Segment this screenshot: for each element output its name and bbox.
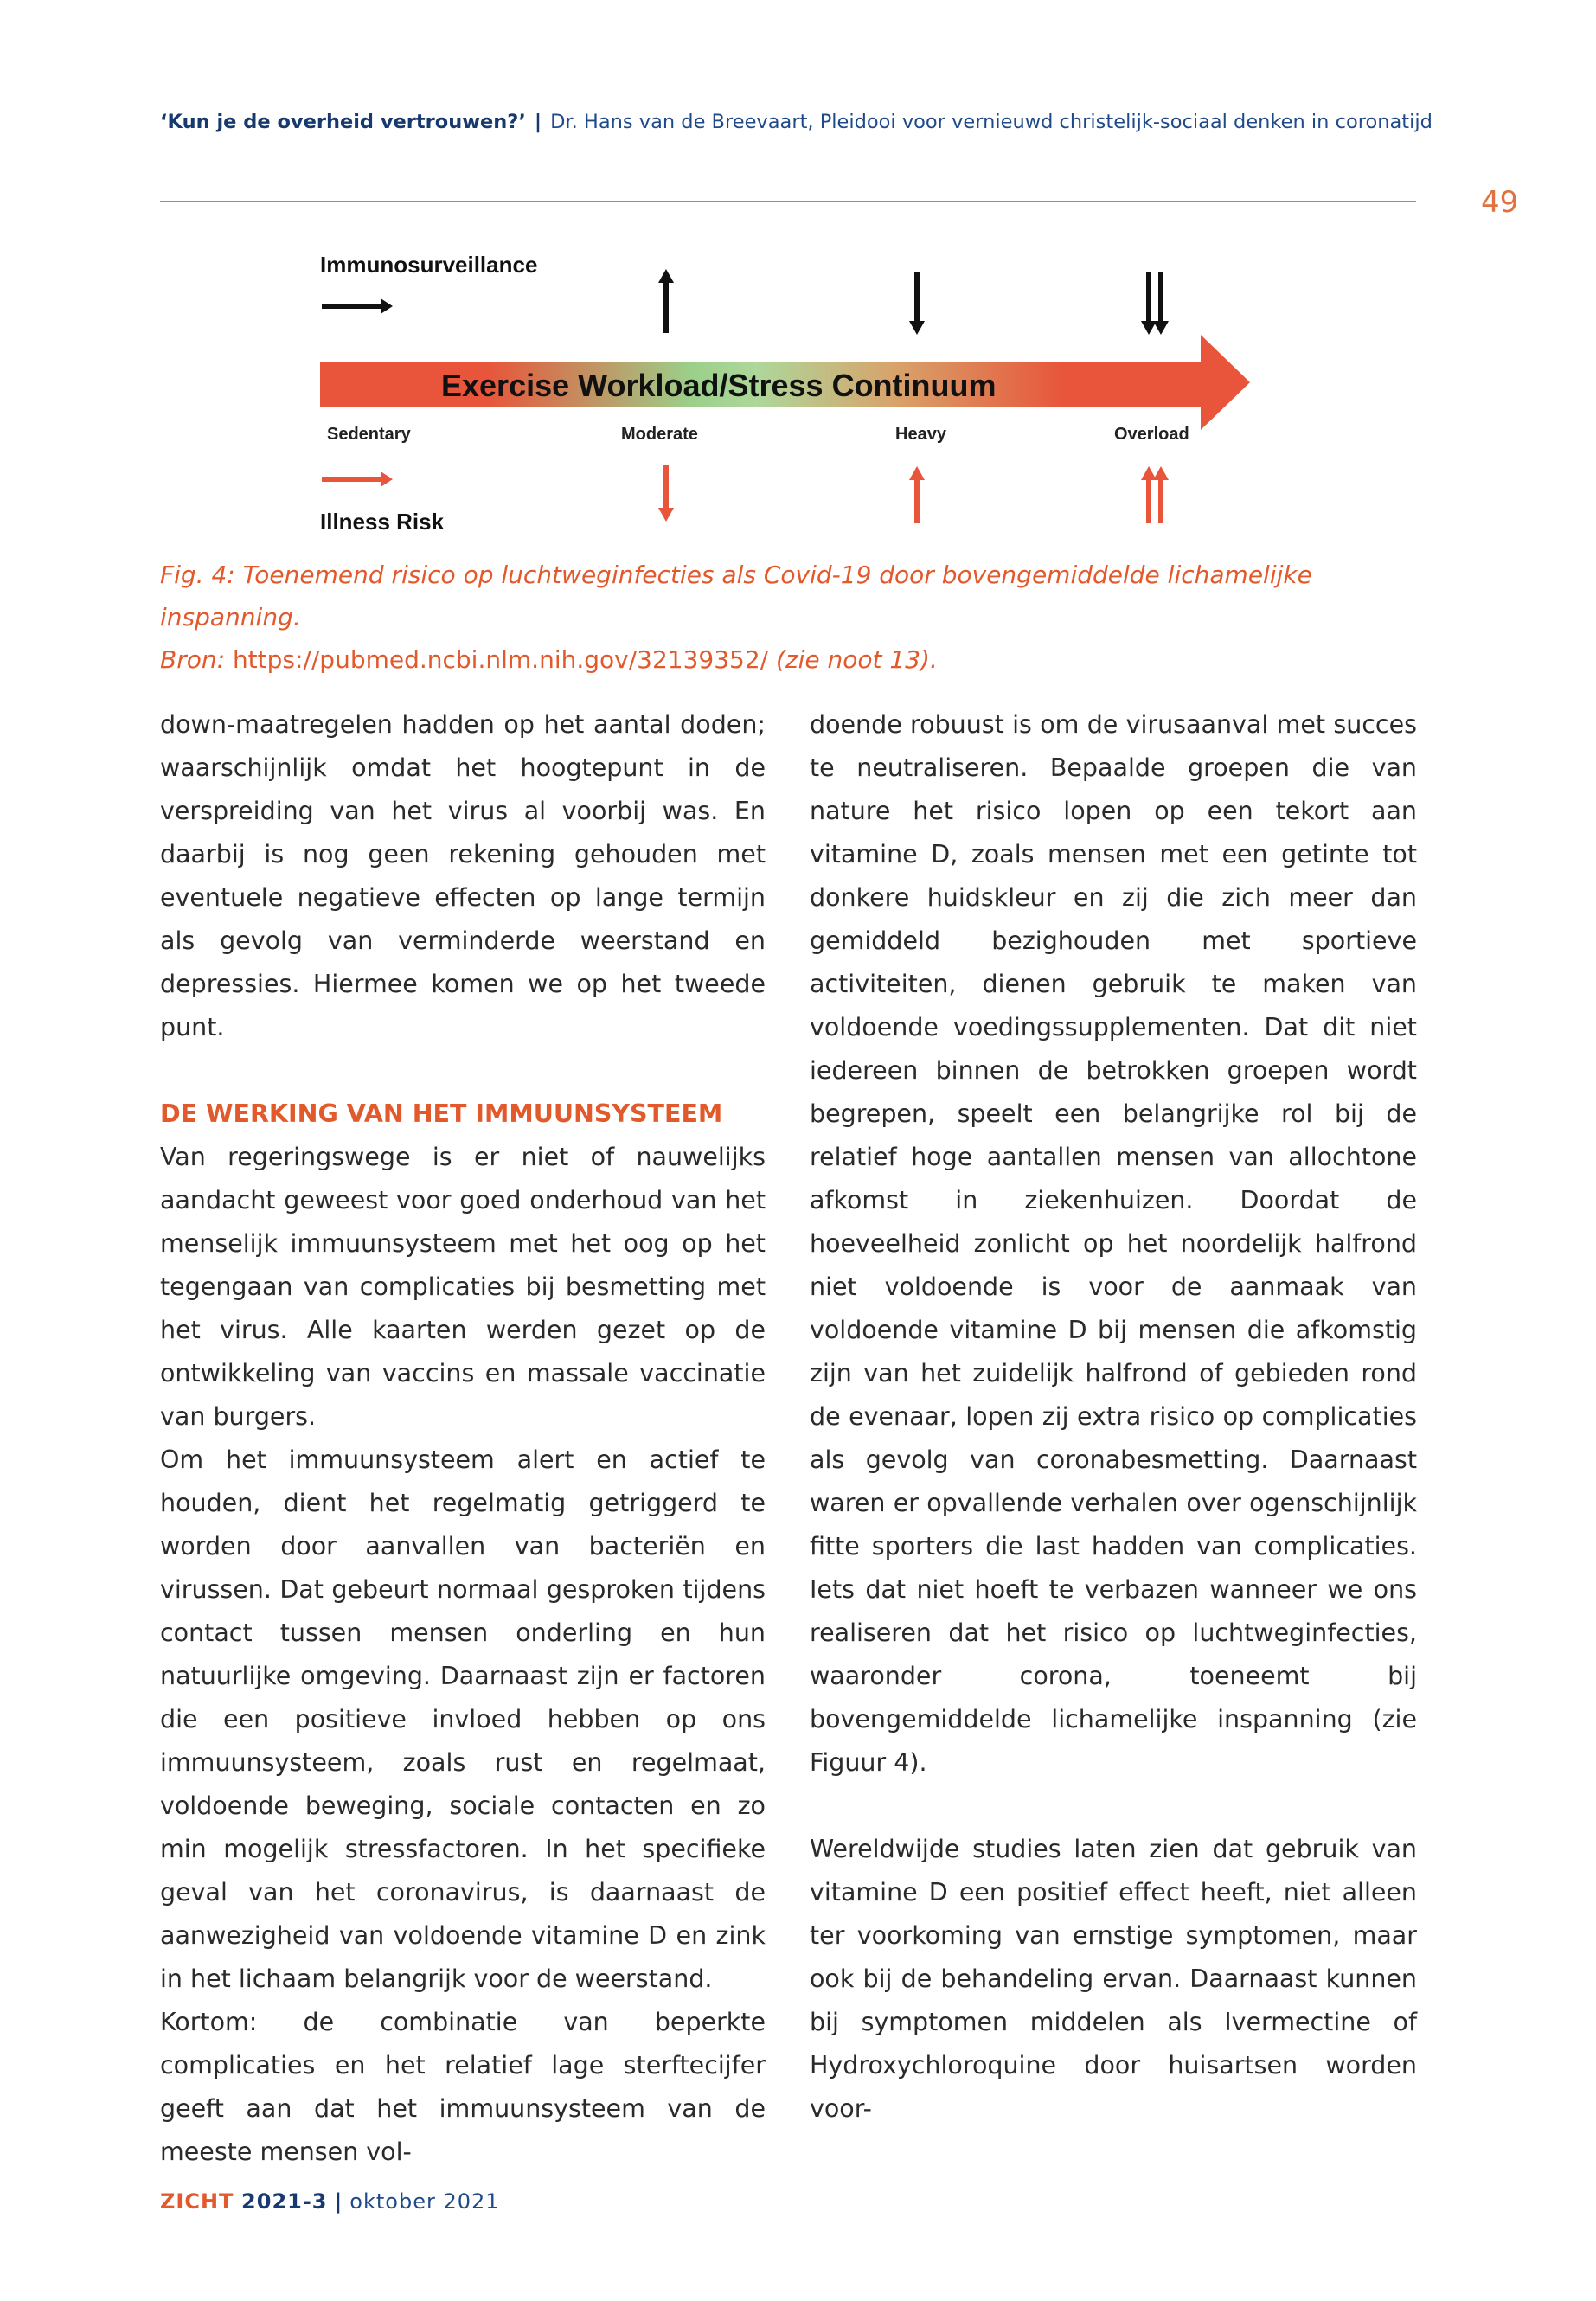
footer-brand: ZICHT bbox=[160, 2189, 234, 2214]
footer-issue: 2021-3 bbox=[241, 2189, 328, 2214]
immunosurveillance-neutral-arrow bbox=[322, 298, 393, 314]
header-subtitle: Dr. Hans van de Breevaart, Pleidooi voor vernieuwd christelijk-sociaal denken in coronatijd bbox=[550, 111, 1433, 133]
risk-down-arrow-moderate bbox=[658, 465, 674, 522]
paragraph: Van regeringswege is er niet of nauwelijks aandacht geweest voor goed onderhoud van het menselijk immuunsysteem met het oog op het tegengaan van complicaties bij besmetting met het virus. Alle kaarten werden gezet op de ontwikkeling van vaccins en massale vaccinatie van burgers. bbox=[160, 1143, 766, 1431]
right-column bbox=[810, 703, 1417, 2131]
illness-risk-neutral-arrow bbox=[322, 471, 393, 487]
immuno-double-down-arrow-overload bbox=[1141, 272, 1169, 335]
figure-caption bbox=[160, 554, 1440, 681]
header-separator: | bbox=[534, 111, 542, 133]
stage-overload: Overload bbox=[1114, 425, 1189, 444]
paragraph: doende robuust is om de virusaanval met succes te neutraliseren. Bepaalde groepen die van nature het risico lopen op een tekort aan vitamine D, zoals mensen met een getinte tot donkere huidskleur en zij die zich meer dan gemiddeld bezighouden met sportieve activiteiten, dienen gebruik te maken van voldoende voedingssupplementen. Dat dit niet iedereen binnen de betrokken groepen wordt begrepen, speelt een belangrijke rol bij de relatief hoge aantallen mensen van allochtone afkomst in ziekenhuizen. Doordat de hoeveelheid zonlicht op het noordelijk halfrond niet voldoende is voor de aanmaak van voldoende vitamine D bij mensen die afkomstig zijn van het zuidelijk halfrond of gebieden rond de evenaar, lopen zij extra risico op complicaties als gevolg van coronabesmetting. Daarnaast waren er opvallende verhalen over ogenschijnlijk fitte sporters die last hadden van complicaties. Iets dat niet hoeft te verbazen wanneer we ons realiseren dat het risico op luchtweginfecties, waaronder corona, toeneemt bij bovengemiddelde lichamelijke inspanning (zie Figuur 4). bbox=[810, 710, 1417, 1777]
immuno-down-arrow-heavy bbox=[909, 272, 925, 335]
paragraph: Wereldwijde studies laten zien dat gebruik van vitamine D een positief effect heeft, niet alleen ter voorkoming van ernstige symptomen, maar ook bij de behandeling ervan. Daarnaast kunnen bij symptomen middelen als Ivermectine of Hydroxychloroquine door huisartsen worden voor- bbox=[810, 1835, 1417, 2123]
footer-separator: | bbox=[334, 2189, 343, 2214]
risk-double-up-arrow-overload bbox=[1141, 466, 1169, 523]
section-heading: DE WERKING VAN HET IMMUUNSYSTEEM bbox=[160, 1099, 723, 1128]
exercise-stress-figure bbox=[311, 247, 1263, 545]
page-number: 49 bbox=[1481, 185, 1519, 220]
caption-source bbox=[160, 638, 1440, 681]
left-column bbox=[160, 703, 766, 2174]
paragraph: down-maatregelen hadden op het aantal doden; waarschijnlijk omdat het hoogtepunt in de verspreiding van het virus al voorbij was. En daarbij is nog geen rekening gehouden met eventuele negatieve effecten op lange termijn als gevolg van verminderde weerstand en depressies. Hiermee komen we op het tweede punt. bbox=[160, 710, 766, 1042]
caption-source-label: Bron: bbox=[160, 645, 226, 674]
caption-source-url[interactable]: https://pubmed.ncbi.nlm.nih.gov/32139352/ bbox=[232, 645, 769, 674]
stage-sedentary: Sedentary bbox=[327, 425, 411, 444]
page-footer bbox=[160, 2189, 500, 2214]
paragraph: Om het immuunsysteem alert en actief te houden, dient het regelmatig getriggerd te worden door aanvallen van bacteriën en virussen. Dat gebeurt normaal gesproken tijdens contact tussen mensen onderling en hun natuurlijke omgeving. Daarnaast zijn er factoren die een positieve invloed hebben op ons immuunsysteem, zoals rust en regelmaat, voldoende beweging, sociale contacten en zo min mogelijk stressfactoren. In het specifieke geval van het coronavirus, is daarnaast de aanwezigheid van voldoende vitamine D en zink in het lichaam belangrijk voor de weerstand. bbox=[160, 1445, 766, 1993]
illness-risk-label: Illness Risk bbox=[320, 509, 445, 535]
continuum-band-label: Exercise Workload/Stress Continuum bbox=[441, 368, 997, 403]
caption-line: Fig. 4: Toenemend risico op luchtweginfecties als Covid-19 door bovengemiddelde lichamelijke inspanning. bbox=[160, 561, 1312, 631]
immuno-up-arrow-moderate bbox=[658, 269, 674, 333]
header-rule bbox=[160, 201, 1416, 202]
running-header bbox=[160, 111, 1433, 133]
risk-up-arrow-heavy bbox=[909, 466, 925, 523]
caption-note: (zie noot 13). bbox=[776, 645, 938, 674]
footer-date: oktober 2021 bbox=[349, 2189, 500, 2214]
immunosurveillance-label: Immunosurveillance bbox=[320, 252, 538, 278]
header-title: ‘Kun je de overheid vertrouwen?’ bbox=[160, 111, 526, 133]
paragraph: Kortom: de combinatie van beperkte complicaties en het relatief lage sterftecijfer geeft aan dat het immuunsysteem van de meeste mensen vol- bbox=[160, 2008, 766, 2166]
stage-moderate: Moderate bbox=[621, 425, 698, 444]
stage-heavy: Heavy bbox=[895, 425, 946, 444]
